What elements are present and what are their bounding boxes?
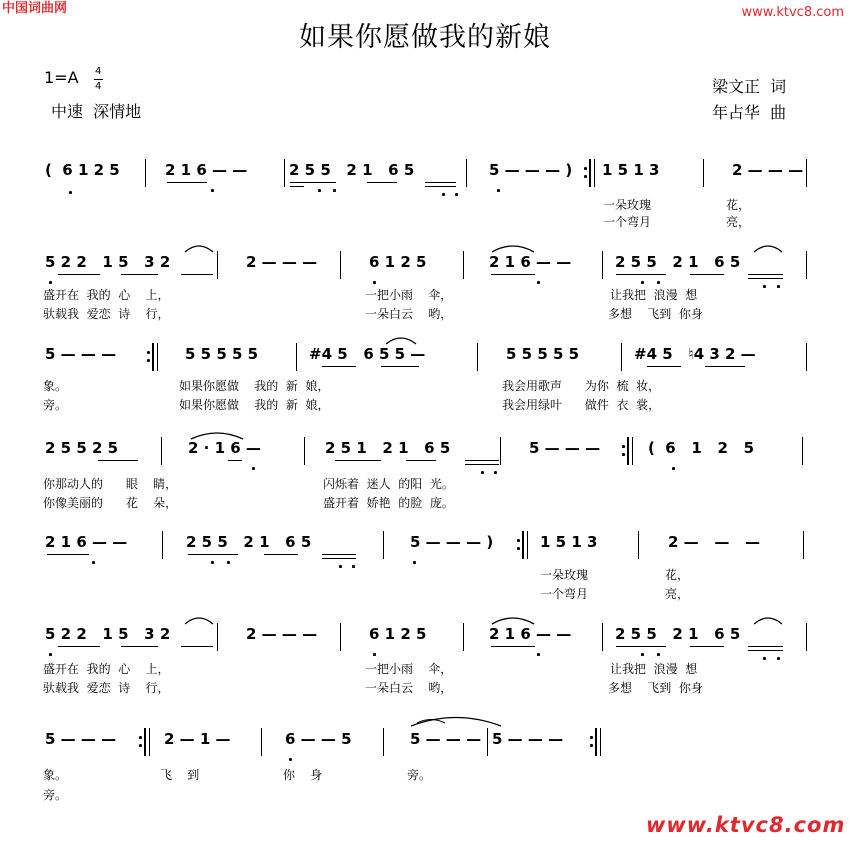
lyric-text: 我会用绿叶 做件 衣 裳， [502,398,661,412]
notation-measure: 5 5 5 5 5 [506,345,580,363]
lyric-text: 让我把 浪漫 想 [610,662,698,676]
repeat-barline-thin [149,728,150,756]
repeat-dot [147,351,150,354]
barline [145,159,146,187]
lyric-text: 旁。 [43,398,68,412]
barline [806,343,807,371]
lyric-text: 驮载我 爱恋 诗 行， [43,681,170,695]
lyric-text: 一个弯月 [540,587,589,601]
notation-measure: 5 — — — [45,730,117,748]
repeat-barline-thin [594,159,595,187]
lyricist-credit: 梁文正 词 [712,77,787,96]
barline [463,251,464,279]
repeat-barline-thin [600,728,601,756]
notation-measure: #4 5 ♮4 3 2 — [634,345,756,363]
barline [703,159,704,187]
barline [806,159,807,187]
barline [217,623,218,651]
song-title: 如果你愿做我的新娘 [299,22,551,53]
notation-measure: 2 1 6 — — [165,161,248,179]
lyric-text: 一朵白云 哟， [365,307,453,321]
tempo-marking: 中速 深情地 [51,102,142,121]
notation-measure: 1 5 1 3 [602,161,660,179]
lyric-text: 一个弯月 [603,215,652,229]
time-signature-top: 4 [95,66,102,77]
barline [477,343,478,371]
barline [162,531,163,559]
notation-measure: ( 6 1 2 5 [45,161,120,179]
repeat-barline [144,728,146,756]
lyric-text: 你像美丽的 花 朵， [43,496,178,510]
lyric-text: 亮， [665,587,690,601]
repeat-barline-thin [527,531,528,559]
notation-measure: 2 — — — [668,533,760,551]
notation-measure: 5 — — — [45,345,117,363]
barline [602,251,603,279]
barline [806,623,807,651]
lyric-text: 花， [665,568,690,582]
notation-measure: 2 1 6 — — [45,533,128,551]
watermark-site-right: www.ktvc8.com [741,5,844,20]
repeat-dot [139,736,142,739]
repeat-dot [584,167,587,170]
notation-measure: 2 5 5 2 1 6 5 [186,533,312,551]
repeat-dot [590,736,593,739]
lyric-text: 如果你愿做 我的 新 娘， [179,398,330,412]
notation-measure: 5 2 2 1 5 3 2 [45,253,171,271]
repeat-dot [622,453,625,456]
lyric-text: 亮， [726,215,751,229]
time-signature-bottom: 4 [95,81,102,92]
lyric-text: 花， [726,198,751,212]
barline [340,251,341,279]
lyric-text: 盛开着 娇艳 的脸 庞。 [323,496,454,510]
barline [802,437,803,465]
barline [638,531,639,559]
barline [621,343,622,371]
barline [500,437,501,465]
notation-measure: 5 2 2 1 5 3 2 [45,625,171,643]
repeat-dot [517,547,520,550]
watermark-site-bottom: www.ktvc8.com [646,813,846,837]
notation-measure: 5 — — — ) [410,533,494,551]
notation-measure: 2 — — — [246,625,318,643]
lyric-text: 一朵玫瑰 [540,568,589,582]
barline [383,531,384,559]
notation-measure: 5 — — — ) [489,161,573,179]
repeat-dot [517,539,520,542]
notation-measure: 6 — — 5 [285,730,352,748]
time-signature-line [94,79,103,80]
lyric-text: 旁。 [43,788,68,802]
notation-measure: 2 5 1 2 1 6 5 [325,439,451,457]
barline [487,728,488,756]
lyric-text: 盛开在 我的 心 上， [43,288,170,302]
lyric-text: 旁。 [407,768,432,782]
barline [217,251,218,279]
notation-measure: 2 5 5 2 1 6 5 [289,161,415,179]
lyric-text: 驮载我 爱恋 诗 行， [43,307,170,321]
notation-measure: #4 5 6 5 5 — [309,345,426,363]
barline [463,623,464,651]
notation-measure: 6 1 2 5 [369,625,427,643]
barline [304,437,305,465]
lyric-text: 一把小雨 伞， [365,662,453,676]
lyric-text: 让我把 浪漫 想 [610,288,698,302]
repeat-barline [627,437,629,465]
notation-measure: 2 1 6 — — [489,625,572,643]
lyric-text: 你 身 [283,768,323,782]
repeat-dot [584,175,587,178]
lyric-text: 闪烁着 迷人 的阳 光。 [323,477,454,491]
notation-measure: 2 · 1 6 — [188,439,261,457]
lyric-text: 一朵玫瑰 [603,198,652,212]
notation-measure: 2 — — — [246,253,318,271]
repeat-dot [590,744,593,747]
lyric-text: 如果你愿做 我的 新 娘， [179,379,330,393]
repeat-dot [139,744,142,747]
lyric-text: 一朵白云 哟， [365,681,453,695]
barline [803,531,804,559]
notation-measure: 5 5 5 5 5 [185,345,259,363]
barline [383,728,384,756]
notation-measure: ( 6 1 2 5 [648,439,755,457]
barline [340,623,341,651]
repeat-dot [147,359,150,362]
watermark-site-left: 中国词曲网 [2,1,68,16]
barline [466,159,467,187]
barline [806,251,807,279]
lyric-text: 象。 [43,768,68,782]
notation-measure: 2 5 5 2 5 [45,439,119,457]
notation-measure: 1 5 1 3 [540,533,598,551]
repeat-barline-thin [632,437,633,465]
lyric-text: 多想 飞到 你身 [608,307,703,321]
lyric-text: 一把小雨 伞， [365,288,453,302]
composer-credit: 年占华 曲 [712,103,787,122]
barline [284,159,285,187]
lyric-text: 你那动人的 眼 睛， [43,477,178,491]
lyric-text: 多想 飞到 你身 [608,681,703,695]
barline [602,623,603,651]
repeat-dot [622,445,625,448]
notation-measure: 2 — 1 — [164,730,231,748]
lyric-text: 我会用歌声 为你 梳 妆， [502,379,661,393]
notation-measure: 2 5 5 2 1 6 5 [615,253,741,271]
notation-measure: 5 — — — [529,439,601,457]
lyric-text: 象。 [43,379,68,393]
notation-measure: 6 1 2 5 [369,253,427,271]
repeat-barline [589,159,591,187]
notation-measure: 2 1 6 — — [489,253,572,271]
key-signature: 1=A [44,68,79,87]
barline [161,437,162,465]
repeat-barline [152,343,154,371]
barline [261,728,262,756]
notation-measure: 5 — — — [492,730,564,748]
barline [296,343,297,371]
repeat-barline [595,728,597,756]
lyric-text: 盛开在 我的 心 上， [43,662,170,676]
notation-measure: 2 — — — [732,161,804,179]
repeat-barline [522,531,524,559]
lyric-text: 飞 到 [160,768,200,782]
repeat-barline-thin [157,343,158,371]
notation-measure: 5 — — — [410,730,482,748]
notation-measure: 2 5 5 2 1 6 5 [615,625,741,643]
